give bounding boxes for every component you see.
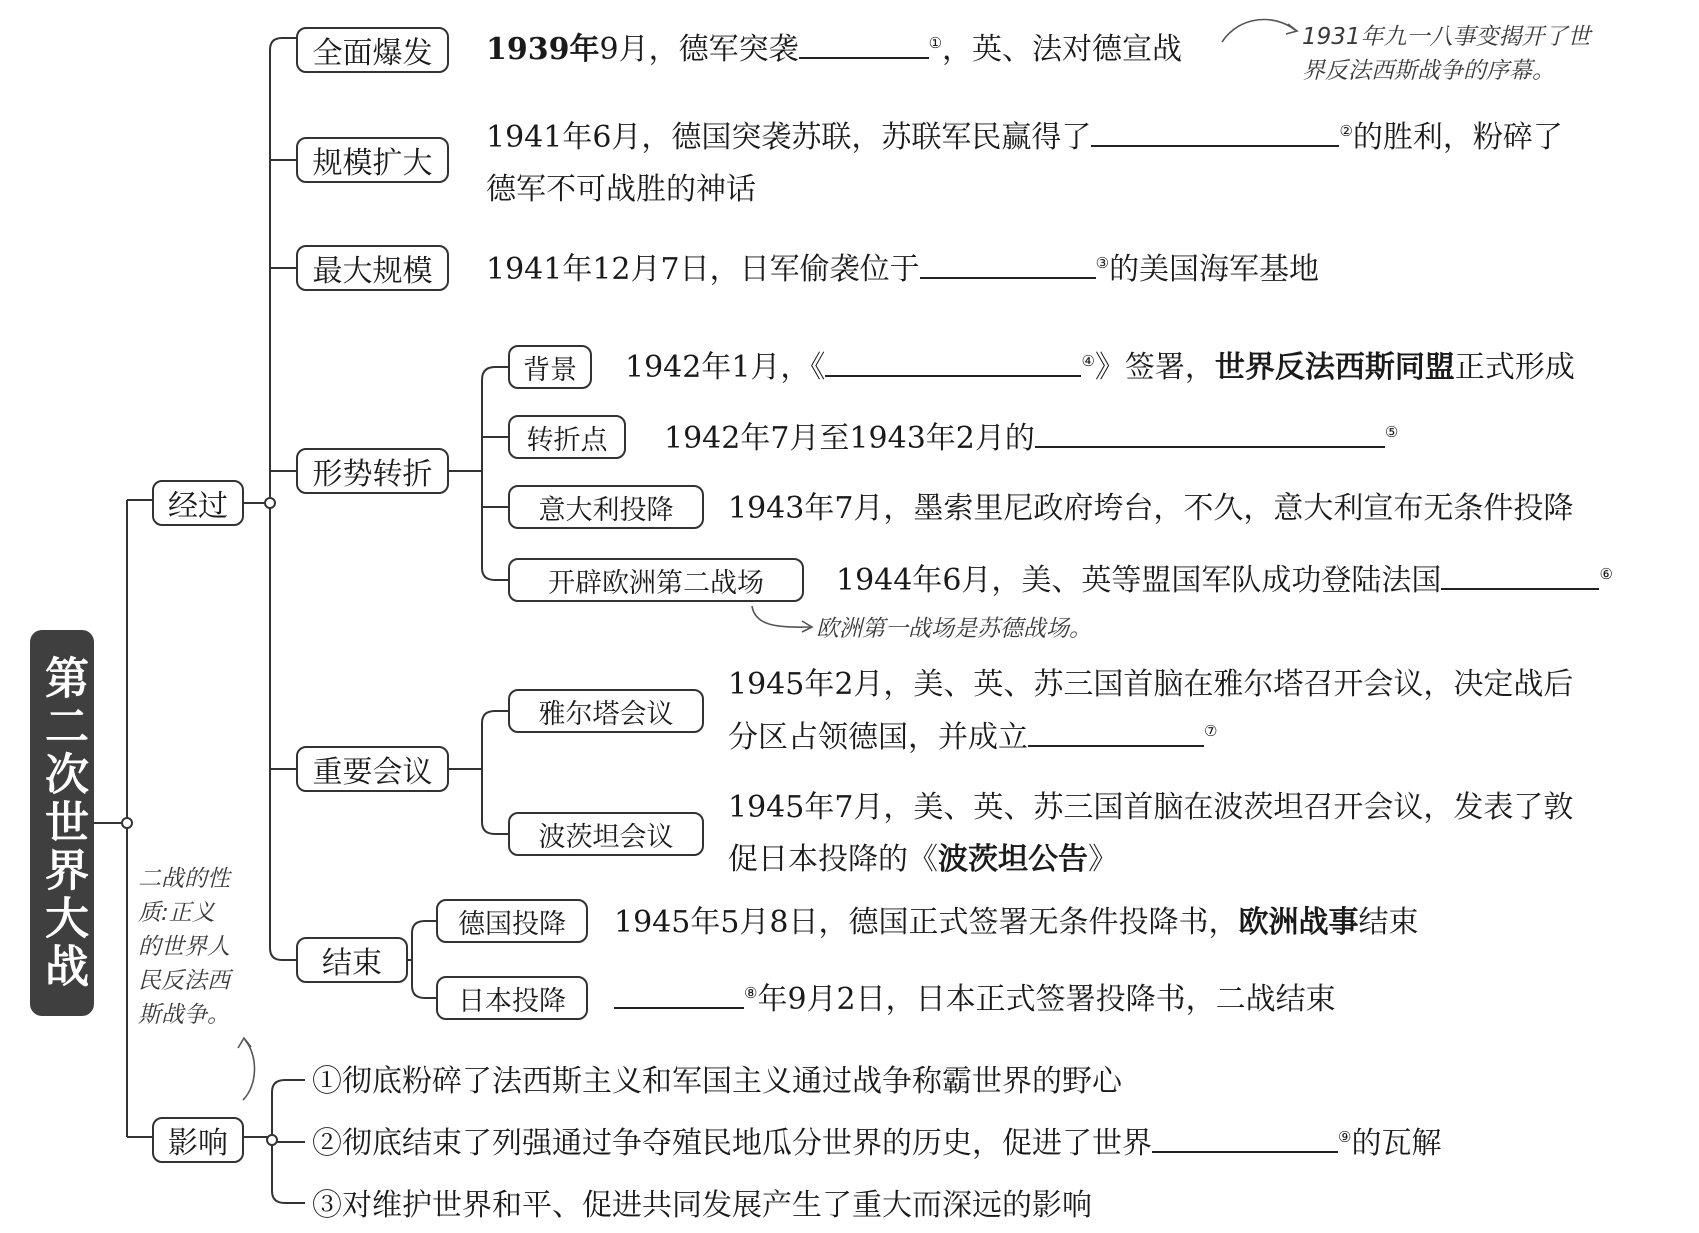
node-zuida [296,245,449,291]
node-label: 意大利投降 [538,494,674,526]
blank-5 [1035,420,1385,448]
node-riben [436,976,588,1020]
text-year: 1939年 [486,32,600,67]
node-jieshu [296,937,408,983]
text-part: 》签署， [1094,350,1215,385]
node-deguo [436,899,588,943]
text-part: 促日本投降的《 [728,842,938,877]
text-part: 的瓦解 [1351,1126,1442,1161]
node-bocitan [508,812,704,856]
node-label: 日本投降 [458,985,566,1017]
marker-3: ③ [1095,254,1110,272]
marker-7: ⑦ [1204,722,1218,740]
node-label: 重要会议 [312,755,433,790]
node-label: 开辟欧洲第二战场 [548,567,764,599]
root-node [30,630,94,1016]
note-line: 欧洲第一战场是苏德战场。 [816,616,1092,642]
text-zhuanzhe [664,413,1398,465]
text-part: 1942年1月，《 [625,350,826,385]
node-beijing [508,345,592,389]
marker-4: ④ [1081,352,1095,370]
marker-9: ⑨ [1338,1128,1352,1146]
text-bocitan-2 [728,834,1118,886]
text-part: 9月，德军突袭 [599,32,799,67]
text-quanmian [486,24,1182,76]
marker-1: ① [928,34,943,52]
text-part: ①彻底粉碎了法西斯主义和军国主义通过战争称霸世界的野心 [312,1064,1122,1099]
text-part: 结束 [1358,905,1419,940]
blank-6 [1441,562,1599,590]
note-1931 [1302,20,1591,88]
node-xingshi [296,448,449,494]
node-huiyi [296,746,449,792]
node-yingxiang [152,1117,244,1163]
text-bocitan [728,782,1573,834]
note-line: 1931年九一八事变揭开了世 [1302,24,1591,50]
text-part: 1944年6月，美、英等盟国军队成功登陆法国 [836,563,1442,598]
text-part: 德军不可战胜的神话 [486,172,756,207]
text-beijing [625,342,1575,394]
blank-2 [1091,119,1339,147]
node-guimo [296,137,449,183]
text-riben [614,974,1336,1026]
blank-3 [920,251,1096,279]
note-nature [138,862,230,1032]
note-line: 斯战争。 [138,1002,230,1028]
note-line: 的世界人 [138,934,230,960]
node-label: 最大规模 [312,254,433,289]
text-bold: 世界反法西斯同盟 [1214,350,1455,385]
text-part: 的胜利，粉碎了 [1352,120,1563,155]
node-label: 波茨坦会议 [538,821,674,853]
text-part: 分区占领德国，并成立 [728,720,1028,755]
text-part: 》 [1088,842,1118,877]
text-part: 1945年5月8日，德国正式签署无条件投降书， [614,905,1239,940]
text-deguo [614,897,1419,949]
text-yaerta-2 [728,712,1217,764]
marker-6: ⑥ [1599,565,1613,583]
note-line: 二战的性 [138,866,230,892]
node-label: 雅尔塔会议 [538,698,674,730]
blank-7 [1028,719,1204,747]
node-kaipi [508,558,804,602]
text-guimo [486,112,1563,164]
text-part: ②彻底结束了列强通过争夺殖民地瓜分世界的历史，促进了世界 [312,1126,1152,1161]
text-part: 1941年12月7日，日军偷袭位于 [486,252,920,287]
text-part: ③对维护世界和平、促进共同发展产生了重大而深远的影响 [312,1188,1092,1223]
text-part: 1941年6月，德国突袭苏联，苏联军民赢得了 [486,120,1092,155]
effect-2 [312,1118,1441,1170]
text-zuida [486,244,1319,296]
text-part: 年9月2日，日本正式签署投降书，二战结束 [757,982,1336,1017]
text-yaerta [728,659,1573,711]
node-quanmian [296,27,449,73]
text-part: 1943年7月，墨索里尼政府垮台，不久，意大利宣布无条件投降 [728,491,1574,526]
node-label: 全面爆发 [312,36,433,71]
effect-1 [312,1056,1122,1108]
node-yidali [508,485,704,529]
node-label: 形势转折 [312,457,433,492]
note-first-front [816,612,1092,646]
node-label: 德国投降 [458,908,566,940]
blank-1 [799,31,929,59]
marker-2: ② [1339,122,1353,140]
node-label: 结束 [322,946,382,981]
text-kaipi [836,555,1613,607]
note-line: 界反法西斯战争的序幕。 [1302,58,1555,84]
marker-8: ⑧ [744,984,758,1002]
text-part: ，英、法对德宣战 [942,32,1183,67]
node-jingguo [152,480,244,526]
blank-9 [1152,1125,1338,1153]
text-part: 正式形成 [1454,350,1575,385]
node-label: 规模扩大 [312,146,433,181]
text-bold: 波茨坦公告 [938,842,1088,877]
marker-5: ⑤ [1384,423,1399,441]
node-yaerta [508,689,704,733]
note-line: 民反法西 [138,968,230,994]
text-part: 的美国海军基地 [1109,252,1320,287]
blank-4 [825,349,1081,377]
text-part: 1942年7月至1943年2月的 [664,421,1035,456]
node-label: 影响 [168,1126,228,1161]
node-label: 转折点 [526,424,608,456]
blank-8 [614,981,744,1009]
node-label: 经过 [168,489,228,524]
root-title: 第二次世界大战 [37,655,88,991]
note-line: 质:正义 [138,900,215,926]
node-label: 背景 [523,354,577,386]
text-part: 1945年7月，美、英、苏三国首脑在波茨坦召开会议，发表了敦 [728,790,1574,825]
text-guimo-2 [486,164,756,216]
node-zhuanzhe [508,415,626,459]
text-bold: 欧洲战事 [1238,905,1359,940]
effect-3 [312,1180,1092,1232]
text-part: 1945年2月，美、英、苏三国首脑在雅尔塔召开会议，决定战后 [728,667,1574,702]
text-yidali [728,483,1573,535]
